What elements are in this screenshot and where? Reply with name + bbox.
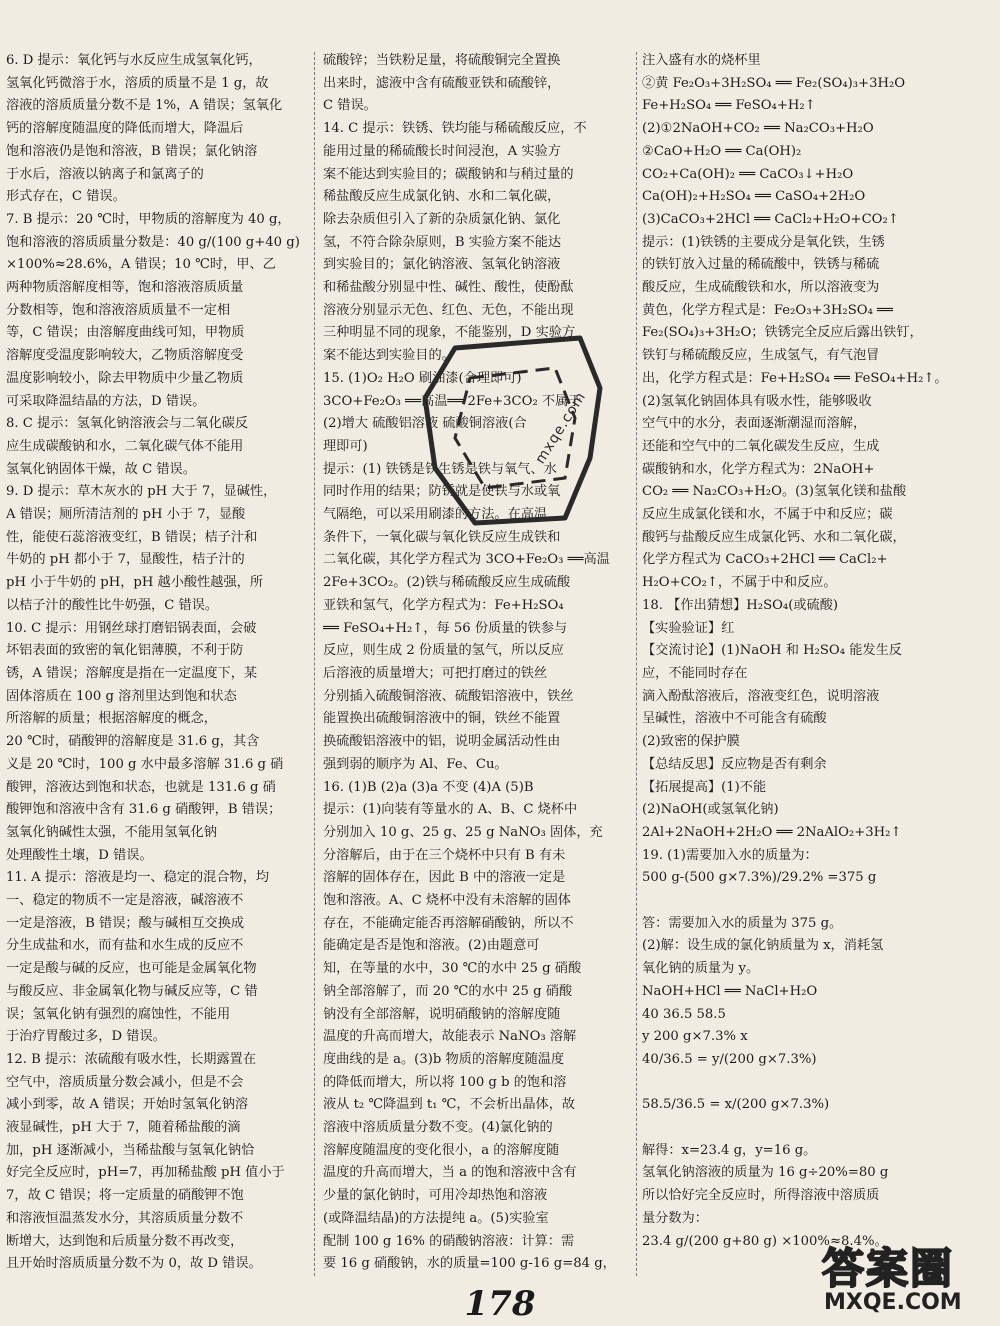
text-line: 度曲线的是 a。(3)b 物质的溶解度随温度	[323, 1051, 565, 1067]
text-line: 配制 100 g 16% 的硝酸钠溶液：计算：需	[323, 1233, 575, 1249]
text-line: 反应生成氯化镁和水，不属于中和反应；碳	[642, 507, 893, 523]
text-line: 三种明显不同的现象，不能鉴别，D 实验方	[323, 325, 576, 341]
text-line: 一定是溶液，B 错误；酸与碱相互交换成	[6, 915, 245, 931]
text-line: 15. (1)O₂ H₂O 刷油漆(合理即可)	[323, 370, 522, 386]
column-middle	[323, 50, 634, 1278]
text-line: 后溶液的质量增大；可把打磨过的铁丝	[323, 665, 548, 681]
text-line	[323, 1276, 634, 1278]
text-line: 19. (1)需要加入水的质量为：	[642, 847, 818, 863]
text-line: 理即可)	[323, 438, 368, 454]
text-line: ②CaO+H₂O ══ Ca(OH)₂	[642, 143, 802, 159]
text-line: 性，能使石蕊溶液变红，B 错误；桔子汁和	[6, 529, 258, 545]
text-line: 饱和溶液。A、C 烧杯中没有未溶解的固体	[323, 893, 571, 909]
text-line: 氢氧化钠固体干燥，故 C 错误。	[6, 461, 196, 477]
text-line: 固体溶质在 100 g 溶剂里达到饱和状态	[6, 688, 237, 704]
text-line: 少量的氯化钠时，可用冷却热饱和溶液	[323, 1188, 548, 1204]
column-divider	[636, 52, 637, 1276]
text-line: 40/36.5 = y/(200 g×7.3%)	[642, 1051, 817, 1067]
text-line: 反应，则生成 2 份质量的氢气，所以反应	[323, 643, 564, 659]
text-line: 案不能达到实验目的；碳酸钠和与稍过量的	[323, 166, 574, 182]
text-line	[642, 890, 994, 913]
text-line: 酸钾饱和溶液中含有 31.6 g 硝酸钾，B 错误；	[6, 802, 282, 818]
text-line: 答：需要加入水的质量为 375 g。	[642, 915, 843, 931]
text-line: 形式存在，C 错误。	[6, 189, 126, 205]
text-line: 分别加入 10 g、25 g、25 g NaNO₃ 固体，充	[323, 824, 603, 840]
text-line: 所溶解的质量；根据溶解度的概念，	[6, 711, 217, 727]
text-line: 钙的溶解度随温度的降低而增大，降温后	[6, 121, 244, 137]
text-line: 提示：(1) 铁锈是铁生锈是铁与氧气、水	[323, 461, 557, 477]
text-line: (2)氢氧化钠固体具有吸水性，能够吸收	[642, 393, 872, 409]
text-line: 溶液的溶质质量分数不是 1%，A 错误；氢氧化	[6, 98, 283, 114]
text-line: Fe+H₂SO₄ ══ FeSO₄+H₂↑	[642, 98, 816, 114]
text-line: 滴入酚酞溶液后，溶液变红色，说明溶液	[642, 688, 880, 704]
text-line: 义是 20 ℃时，100 g 水中最多溶解 31.6 g 硝	[6, 756, 284, 772]
text-line: 12. B 提示：浓硫酸有吸水性，长期露置在	[6, 1051, 257, 1067]
text-line	[642, 1117, 994, 1140]
text-line: 案不能达到实验目的。	[323, 348, 455, 364]
text-line: 饱和溶液仍是饱和溶液，B 错误；氯化钠溶	[6, 143, 258, 159]
text-line: 条件下，一氧化碳与氧化铁反应生成铁和	[323, 529, 561, 545]
page-number: 178	[464, 1284, 536, 1324]
text-line: (2)致密的保护膜	[642, 734, 740, 750]
text-line: 除去杂质但引入了新的杂质氯化钠、氯化	[323, 211, 561, 227]
text-line: 还能和空气中的二氧化碳发生反应，生成	[642, 438, 880, 454]
text-line: 10. C 提示：用钢丝球打磨铝锅表面，会破	[6, 620, 257, 636]
text-line: 【总结反思】反应物是否有剩余	[642, 756, 827, 772]
text-line: pH 小于牛奶的 pH，pH 越小酸性越强，所	[6, 575, 264, 591]
text-line: 溶液分别显示无色、红色、无色，不能出现	[323, 302, 574, 318]
text-line: 液从 t₂ ℃降温到 t₁ ℃，不会析出晶体，故	[323, 1097, 576, 1113]
text-line: 应，不能同时存在	[642, 665, 748, 681]
text-line: 的降低而增大，所以将 100 g b 的饱和溶	[323, 1074, 567, 1090]
watermark	[822, 1232, 994, 1322]
text-line	[642, 1072, 994, 1095]
text-line: CO₂+Ca(OH)₂ ══ CaCO₃↓+H₂O	[642, 166, 854, 182]
text-line: 牛奶的 pH 都小于 7，显酸性，桔子汁的	[6, 552, 245, 568]
text-line: 7. B 提示：20 ℃时，甲物质的溶解度为 40 g，	[6, 211, 291, 227]
text-line: 58.5/36.5 = x/(200 g×7.3%)	[642, 1097, 830, 1113]
text-line: 溶液中溶质质量分数不变。(4)氯化钠的	[323, 1120, 553, 1136]
text-line: 要 16 g 硝酸钠，水的质量=100 g-16 g=84 g，	[323, 1256, 616, 1272]
text-line: 和稀盐酸分别显中性、碱性、酸性，使酚酞	[323, 280, 574, 296]
text-line: ②黄 Fe₂O₃+3H₂SO₄ ══ Fe₂(SO₄)₃+3H₂O	[642, 75, 906, 91]
text-line: 空气中的水分，表面逐渐潮湿而溶解，	[642, 416, 867, 432]
text-line: 500 g-(500 g×7.3%)/29.2% =375 g	[642, 870, 877, 886]
text-line: 出来时，滤液中含有硫酸亚铁和硫酸锌，	[323, 75, 561, 91]
text-line: 23.4 g/(200 g+80 g) ×100%≈8.4%。	[642, 1233, 888, 1249]
text-line: 温度的升高而增大，当 a 的饱和溶液中含有	[323, 1165, 577, 1181]
text-line: 等，C 错误；由溶解度曲线可知，甲物质	[6, 325, 245, 341]
text-line: 呈碱性，溶液中不可能含有硫酸	[642, 711, 827, 727]
text-line: 同时作用的结果；防锈就是使铁与水或氧	[323, 484, 561, 500]
text-line: 且开始时溶质质量分数不为 0，故 D 错误。	[6, 1256, 262, 1272]
text-line: 9. D 提示：草木灰水的 pH 大于 7，显碱性，	[6, 484, 277, 500]
text-line: 坏铝表面的致密的氧化铝薄膜，不利于防	[6, 643, 244, 659]
text-line: 处理酸性土壤，D 错误。	[6, 847, 153, 863]
text-line: 钠没有全部溶解，说明硝酸钠的溶解度随	[323, 1006, 561, 1022]
text-line: 于治疗胃酸过多，D 错误。	[6, 1029, 166, 1045]
text-line: 两种物质溶解度相等，饱和溶液溶质质量	[6, 280, 244, 296]
text-line: 化学方程式为 CaCO₃+2HCl ══ CaCl₂+	[642, 552, 888, 568]
text-line: 一、稳定的物质不一定是溶液，碱溶液不	[6, 893, 244, 909]
text-line: 铁钉与稀硫酸反应，生成氢气，有气泡冒	[642, 348, 880, 364]
text-line: 所以恰好完全反应时，所得溶液中溶质质	[642, 1188, 880, 1204]
text-line: 16. (1)B (2)a (3)a 不变 (4)A (5)B	[323, 779, 534, 795]
text-line: 8. C 提示：氢氧化钠溶液会与二氧化碳反	[6, 416, 249, 432]
text-line: 【拓展提高】(1)不能	[642, 779, 767, 795]
text-line: 【交流讨论】(1)NaOH 和 H₂SO₄ 能发生反	[642, 643, 902, 659]
text-line: 于水后，溶液以钠离子和氯离子的	[6, 166, 204, 182]
text-line: 分数相等，饱和溶液溶质质量不一定相	[6, 302, 231, 318]
text-line: 7，故 C 错误；将一定质量的硝酸钾不饱	[6, 1188, 244, 1204]
text-line: 的铁钉放入过量的稀硫酸中，铁锈与稀硫	[642, 257, 880, 273]
text-line: 应生成碳酸钠和水，二氧化碳气体不能用	[6, 438, 244, 454]
text-line: NaOH+HCl ══ NaCl+H₂O	[642, 983, 818, 999]
text-line: 好完全反应时，pH=7，再加稀盐酸 pH 值小于	[6, 1165, 285, 1181]
text-line: 氧化钠的质量为 y。	[642, 961, 760, 977]
text-line: (2)增大 硫酸铝溶液 硫酸铜溶液(合	[323, 416, 527, 432]
text-line: 出，化学方程式是：Fe+H₂SO₄ ══ FeSO₄+H₂↑。	[642, 370, 948, 386]
text-line: CO₂ ══ Na₂CO₃+H₂O。(3)氢氧化镁和盐酸	[642, 484, 907, 500]
text-line: 注入盛有水的烧杯里	[642, 53, 761, 68]
text-line: 强到弱的顺序为 Al、Fe、Cu。	[323, 756, 508, 772]
text-line: 能用过量的稀硫酸长时间浸泡，A 实验方	[323, 143, 561, 159]
text-line: 碳酸钠和水，化学方程式为：2NaOH+	[642, 461, 875, 477]
text-line: (2)NaOH(或氢氧化钠)	[642, 802, 779, 818]
text-line: 温度影响较小，除去甲物质中少量乙物质	[6, 370, 244, 386]
text-line: 能置换出硫酸铜溶液中的铜，铁丝不能置	[323, 711, 561, 727]
text-line: 硫酸锌；当铁粉足量，将硫酸铜完全置换	[323, 53, 561, 68]
text-line: 酸钾，溶液达到饱和状态，也就是 131.6 g 硝	[6, 779, 276, 795]
text-line: 稀盐酸反应生成氯化钠、水和二氧化碳，	[323, 189, 561, 205]
text-line: 14. C 提示：铁锈、铁均能与稀硫酸反应，不	[323, 121, 587, 137]
text-line: 存在，不能确定能否再溶解硝酸钠，所以不	[323, 915, 574, 931]
text-line: 分溶解后，由于在三个烧杯中只有 B 有未	[323, 847, 566, 863]
text-line: 氢氧化钠溶液的质量为 16 g÷20%=80 g	[642, 1165, 889, 1181]
text-line: (或降温结晶)的方法提纯 a。(5)实验室	[323, 1210, 549, 1226]
text-line: 提示：(1)向装有等量水的 A、B、C 烧杯中	[323, 802, 578, 818]
text-line: (3)CaCO₃+2HCl ══ CaCl₂+H₂O+CO₂↑	[642, 211, 899, 227]
column-left	[6, 50, 304, 1278]
text-line: 溶解的固体存在，因此 B 中的溶液一定是	[323, 870, 566, 886]
column-divider	[314, 52, 315, 1276]
text-line: A 错误；厕所清洁剂的 pH 小于 7，显酸	[6, 507, 246, 523]
text-line: 一定是酸与碱的反应，也可能是金属氧化物	[6, 961, 257, 977]
text-line: 可采取降温结晶的方法，D 错误。	[6, 393, 206, 409]
text-line: 11. A 提示：溶液是均一、稳定的混合物，均	[6, 870, 270, 886]
text-line: 2Al+2NaOH+2H₂O ══ 2NaAlO₂+3H₂↑	[642, 824, 902, 840]
text-line: 6. D 提示：氧化钙与水反应生成氢氧化钙，	[6, 53, 262, 68]
stamp-url: mxqe.com	[532, 389, 590, 467]
text-line: 酸反应，生成硫酸铁和水，所以溶液变为	[642, 280, 880, 296]
text-line: (2)①2NaOH+CO₂ ══ Na₂CO₃+H₂O	[642, 121, 874, 137]
text-line: 3CO+Fe₂O₃ ══高温══ 2Fe+3CO₂ 不属于	[323, 393, 582, 409]
watermark-logo: 答案圈	[822, 1244, 955, 1293]
text-line: 分别插入硫酸铜溶液、硫酸铝溶液中，铁丝	[323, 688, 574, 704]
text-line: 2Fe+3CO₂。(2)铁与稀硫酸反应生成硫酸	[323, 575, 571, 591]
text-line: ══ FeSO₄+H₂↑，每 56 份质量的铁参与	[323, 620, 568, 636]
text-line: 【实验验证】红	[642, 620, 735, 636]
text-line: 锈，A 错误；溶解度是指在一定温度下，某	[6, 665, 258, 681]
text-line: 与酸反应、非金属氧化物与碱反应等，C 错	[6, 983, 258, 999]
text-line: 到实验目的；氯化钠溶液、氢氧化钠溶液	[323, 257, 561, 273]
text-line	[6, 1276, 304, 1278]
text-line: (2)解：设生成的氯化钠质量为 x，消耗氢	[642, 938, 884, 954]
text-line: 知，在等量的水中，30 ℃的水中 25 g 硝酸	[323, 961, 582, 977]
text-line: 18. 【作出猜想】H₂SO₄(或硫酸)	[642, 597, 839, 613]
text-line: 量分数为：	[642, 1210, 708, 1226]
text-line: 加，pH 逐渐减小，当稀盐酸与氢氧化钠恰	[6, 1142, 255, 1158]
watermark-url: MXQE.COM	[824, 1290, 962, 1315]
text-line: 和溶液恒温蒸发水分，其溶质质量分数不	[6, 1210, 244, 1226]
column-right	[642, 50, 994, 1278]
text-line: 钠全部溶解了，而 20 ℃的水中 25 g 硝酸	[323, 983, 573, 999]
text-line: 温度的升高而增大，故能表示 NaNO₃ 溶解	[323, 1029, 577, 1045]
text-line: Fe₂(SO₄)₃+3H₂O；铁锈完全反应后露出铁钉，	[642, 325, 923, 341]
text-line: 断增大，达到饱和后质量分数不再改变，	[6, 1233, 244, 1249]
text-line: 酸钙与盐酸反应生成氯化钙、水和二氧化碳，	[642, 529, 906, 545]
text-line: 分生成盐和水，而有盐和水生成的反应不	[6, 938, 244, 954]
text-line: 饱和溶液的溶质质量分数是：40 g/(100 g+40 g)	[6, 234, 300, 250]
text-line: 减小到零，故 A 错误；开始时氢氧化钠溶	[6, 1097, 249, 1113]
text-line: 亚铁和氢气，化学方程式为：Fe+H₂SO₄	[323, 597, 564, 613]
text-line: 二氧化碳，其化学方程式为 3CO+Fe₂O₃ ══高温	[323, 552, 610, 568]
text-line: 20 ℃时，硝酸钾的溶解度是 31.6 g，其含	[6, 734, 260, 750]
text-line: 空气中，溶质质量分数会减小，但是不会	[6, 1074, 244, 1090]
text-line: 误；氢氧化钠有强烈的腐蚀性，不能用	[6, 1006, 231, 1022]
text-line: 提示：(1)铁锈的主要成分是氧化铁，生锈	[642, 234, 885, 250]
text-line: 氢氧化钙微溶于水，溶质的质量不是 1 g，故	[6, 75, 269, 91]
text-line: y 200 g×7.3% x	[642, 1029, 748, 1045]
text-line: 液显碱性，pH 大于 7，随着稀盐酸的滴	[6, 1120, 241, 1136]
text-line: Ca(OH)₂+H₂SO₄ ══ CaSO₄+2H₂O	[642, 189, 866, 205]
text-line: 氢，不符合除杂原则，B 实验方案不能达	[323, 234, 562, 250]
text-line: 溶解度随温度的变化很小，a 的溶解度随	[323, 1142, 560, 1158]
text-line: H₂O+CO₂↑，不属于中和反应。	[642, 575, 837, 591]
text-line: 能确定是否是饱和溶液。(2)由题意可	[323, 938, 540, 954]
text-line: 溶解度受温度影响较大，乙物质溶解度受	[6, 348, 244, 364]
text-line: 以桔子汁的酸性比牛奶强，C 错误。	[6, 597, 219, 613]
text-line: 解得：x=23.4 g，y=16 g。	[642, 1142, 817, 1158]
text-line: 40 36.5 58.5	[642, 1006, 726, 1022]
text-line: 氢氧化钠碱性太强，不能用氢氧化钠	[6, 824, 217, 840]
text-line: ×100%≈28.6%，A 错误；10 ℃时，甲、乙	[6, 257, 276, 273]
text-line: 气隔绝，可以采用刷漆的方法。在高温	[323, 507, 548, 523]
text-line: 黄色，化学方程式是：Fe₂O₃+3H₂SO₄ ══	[642, 302, 893, 318]
text-line: 换硫酸铝溶液中的铝，说明金属活动性由	[323, 734, 561, 750]
text-line: C 错误。	[323, 98, 377, 114]
